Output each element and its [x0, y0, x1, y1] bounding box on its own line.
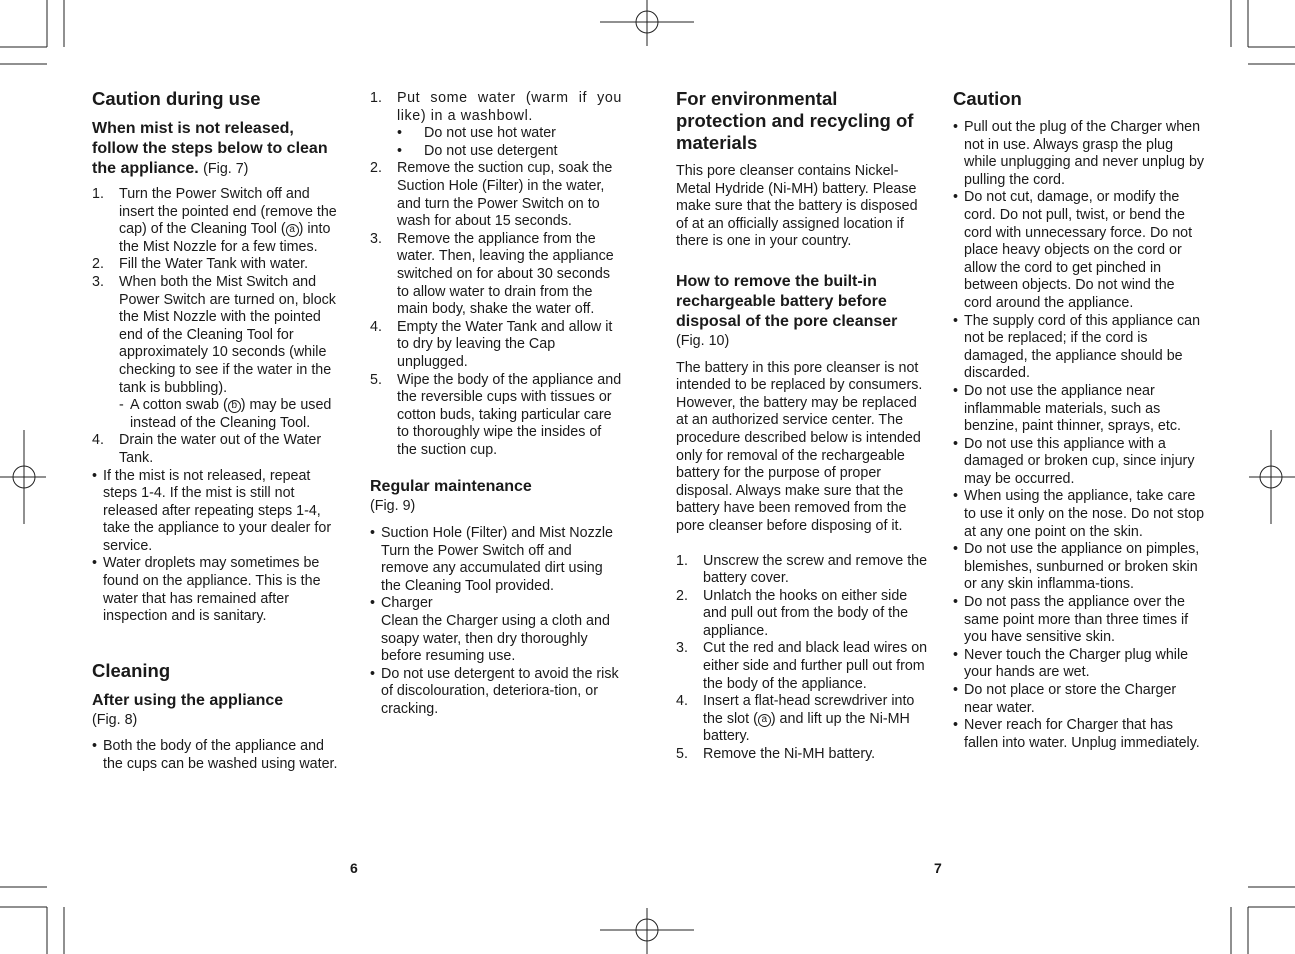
- battery-steps-list: [676, 553, 928, 764]
- mist-notes-list: [92, 468, 344, 626]
- bullet-text: The supply cord of this appliance can not be replaced; if the cord is damaged, the appliance should be discarded.: [964, 312, 1201, 382]
- list-item: [370, 90, 622, 160]
- list-item: [397, 143, 622, 161]
- step-text: Drain the water out of the Water Tank.: [119, 432, 322, 466]
- bullet-glyph: •: [953, 435, 959, 452]
- list-item: [953, 647, 1205, 682]
- bullet-text: Do not pass the appliance over the same point more than three times if you have sensitive skin.: [964, 594, 1189, 646]
- list-item: [953, 189, 1205, 312]
- step-number: 5.: [676, 746, 688, 763]
- step-number: 3.: [676, 640, 688, 657]
- bullet-text: Water droplets may sometimes be found on the appliance. This is the water that has remained after inspection and is sanitary.: [103, 555, 321, 625]
- step-number: 4.: [370, 318, 382, 335]
- bullet-glyph: •: [370, 665, 376, 682]
- fig-ref: (Fig. 10): [676, 332, 730, 349]
- bullet-glyph: •: [953, 382, 959, 399]
- bullet-text: Turn the Power Switch off and remove any accumulated dirt using the Cleaning Tool provided.: [381, 542, 603, 594]
- step-text: Cut the red and black lead wires on either side and further pull out from the body of the appliance.: [703, 640, 928, 692]
- heading-regular-maintenance: Regular maintenance: [370, 478, 532, 496]
- list-item: [370, 372, 622, 460]
- step-number: 1.: [676, 552, 688, 569]
- step-text: Insert a flat-head screwdriver into the slot (: [703, 693, 915, 727]
- column-caution-during-use: [92, 88, 344, 774]
- list-item: [370, 319, 622, 372]
- bullet-text: Do not use the appliance on pimples, blemishes, sunburned or broken skin or any skin inflamma-tions.: [964, 541, 1200, 593]
- bullet-glyph: •: [953, 682, 959, 698]
- dash-glyph: -: [119, 397, 124, 414]
- list-item: [953, 717, 1205, 752]
- bullet-text: Never reach for Charger that has fallen into water. Unplug immediately.: [964, 717, 1200, 751]
- list-item: [397, 125, 622, 143]
- bullet-text: Do not use detergent to avoid the risk of discolouration, deteriora-tion, or cracking.: [381, 665, 619, 717]
- list-item: [953, 541, 1205, 594]
- bullet-glyph: •: [953, 594, 959, 611]
- bullet-glyph: •: [953, 312, 959, 329]
- step-text: Remove the appliance from the water. Then, leaving the appliance switched on for about 30 seconds to allow water to drain from the main body, shake the water off.: [397, 230, 614, 318]
- step-text: Unscrew the screw and remove the battery cover.: [703, 552, 928, 587]
- sub-list: [397, 125, 622, 160]
- heading-remove-battery: How to remove the built-in rechargeable battery before disposal of the pore cleanser: [676, 272, 898, 330]
- step-text: Empty the Water Tank and allow it to dry by leaving the Cap unplugged.: [397, 318, 613, 370]
- heading-environmental: For environmental protection and recycling of materials: [676, 88, 914, 153]
- subheading-mist-not-released: [92, 119, 344, 179]
- step-number: 2.: [370, 160, 382, 177]
- intro-paragraph: This pore cleanser contains Nickel-Metal Hydride (Ni-MH) battery. Please make sure that the battery is disposed of at an officially assigned location if there is one in your country.: [676, 163, 918, 250]
- list-item: [953, 436, 1205, 489]
- bullet-text: If the mist is not released, repeat steps 1-4. If the mist is still not released after repeating steps 1-4, take the appliance to your dealer for service.: [103, 467, 332, 554]
- list-item: [370, 595, 622, 665]
- note-text: A cotton swab (: [130, 397, 228, 414]
- bullet-glyph: •: [397, 125, 403, 142]
- bullet-text: When using the appliance, take care to use it only on the nose. Do not stop at any one point on the skin.: [964, 488, 1205, 540]
- list-item: [953, 119, 1205, 189]
- list-item: [953, 488, 1205, 541]
- list-item: [676, 693, 928, 746]
- battery-paragraph: The battery in this pore cleanser is not intended to be replaced by consumers. However, the battery may be replaced at an authorized service center. The procedure described below is intended only for removal of the rechargeable battery for the purpose of proper disposal. Always make sure that the battery have been removed from the pore cleanser before disposing of it.: [676, 359, 923, 534]
- list-item: [92, 432, 344, 467]
- step-number: 1.: [370, 90, 382, 106]
- circled-letter-a: a: [286, 224, 299, 237]
- page-number-right: 7: [934, 860, 942, 876]
- bullet-glyph: •: [370, 525, 376, 542]
- bullet-text: Do not place or store the Charger near water.: [964, 682, 1177, 716]
- bullet-text: Do not use detergent: [424, 142, 558, 159]
- step-text: Wipe the body of the appliance and the reversible cups with tissues or cotton buds, taking particular care to thoroughly wipe the insides of the suction cup.: [397, 371, 622, 458]
- bullet-glyph: •: [92, 467, 98, 484]
- step-number: 2.: [92, 256, 104, 273]
- step-text: Unlatch the hooks on either side and pull out from the body of the appliance.: [703, 587, 909, 639]
- bullet-title: Charger: [381, 595, 433, 612]
- bullet-glyph: •: [953, 189, 959, 206]
- list-item: [370, 160, 622, 230]
- bullet-text: Pull out the plug of the Charger when not in use. Always grasp the plug while unplugging and never unplug by pulling the cord.: [964, 119, 1205, 188]
- list-item: [676, 746, 928, 764]
- bullet-text: Clean the Charger using a cloth and soapy water, then dry thoroughly before resuming use.: [381, 613, 610, 665]
- list-item: [953, 594, 1205, 647]
- step-text: Remove the suction cup, soak the Suction Hole (Filter) in the water, and turn the Power Switch on to wash for about 15 seconds.: [397, 160, 613, 230]
- list-item: [676, 640, 928, 693]
- bullet-glyph: •: [953, 717, 959, 734]
- step-text: ) and lift up the Ni-MH battery.: [703, 710, 910, 745]
- step-note: [119, 397, 344, 432]
- step-text: ) into the Mist Nozzle for a few times.: [119, 221, 331, 255]
- heading-cleaning: Cleaning: [92, 659, 171, 681]
- list-item: [92, 738, 344, 773]
- column-washing-and-maintenance: [370, 90, 622, 719]
- list-item: [92, 274, 344, 432]
- cleaning-list: [92, 738, 344, 773]
- washing-steps-list: [370, 90, 622, 459]
- bullet-glyph: •: [92, 738, 98, 755]
- step-number: 4.: [92, 432, 104, 449]
- bullet-glyph: •: [92, 555, 98, 572]
- list-item: [92, 555, 344, 625]
- bullet-glyph: •: [953, 488, 959, 505]
- list-item: [92, 256, 344, 274]
- column-environmental-protection: [676, 88, 928, 764]
- step-text: Fill the Water Tank with water.: [119, 256, 309, 273]
- page-number-left: 6: [350, 860, 358, 876]
- bullet-glyph: •: [953, 119, 959, 135]
- heading-caution: Caution: [953, 88, 1022, 109]
- bullet-text: Do not use this appliance with a damaged or broken cup, since injury may be occurred.: [964, 435, 1195, 487]
- bullet-glyph: •: [397, 142, 403, 159]
- list-item: [953, 682, 1205, 717]
- circled-letter-a: a: [758, 714, 771, 727]
- heading-caution-during-use: Caution during use: [92, 88, 261, 109]
- step-number: 2.: [676, 587, 688, 604]
- step-number: 4.: [676, 693, 688, 710]
- step-text: Turn the Power Switch off and insert the pointed end (remove the cap) of the Cleaning Tool (: [119, 186, 337, 238]
- list-item: [92, 468, 344, 556]
- step-number: 3.: [92, 273, 104, 290]
- step-number: 5.: [370, 371, 382, 388]
- mist-steps-list: [92, 186, 344, 468]
- list-item: [676, 553, 928, 588]
- fig-ref: (Fig. 9): [370, 498, 416, 515]
- fig-ref: (Fig. 8): [92, 711, 138, 728]
- circled-letter-b: b: [228, 400, 241, 413]
- list-item: [953, 313, 1205, 383]
- bullet-title: Suction Hole (Filter) and Mist Nozzle: [381, 525, 614, 542]
- step-number: 3.: [370, 230, 382, 247]
- caution-list: [953, 119, 1205, 752]
- bullet-text: Do not use hot water: [424, 125, 556, 142]
- list-item: [370, 666, 622, 719]
- bullet-glyph: •: [953, 541, 959, 558]
- bullet-text: Do not use the appliance near inflammable materials, such as benzine, paint thinner, sprays, etc.: [964, 382, 1181, 435]
- bullet-text: Both the body of the appliance and the cups can be washed using water.: [103, 738, 338, 773]
- bullet-text: Never touch the Charger plug while your hands are wet.: [964, 646, 1189, 681]
- subheading-text: When mist is not released, follow the steps below to clean the appliance.: [92, 120, 328, 177]
- step-text: Put some water (warm if you like) in a washbowl.: [397, 90, 622, 124]
- subheading-after-using: After using the appliance: [92, 691, 284, 709]
- bullet-glyph: •: [953, 646, 959, 663]
- list-item: [953, 383, 1205, 436]
- step-text: When both the Mist Switch and Power Switch are turned on, block the Mist Nozzle with the pointed end of the Cleaning Tool for approximately 10 seconds (while checking to see if the water in the tank is bubbling).: [119, 273, 336, 396]
- list-item: [370, 525, 622, 595]
- list-item: [370, 231, 622, 319]
- bullet-glyph: •: [370, 595, 376, 612]
- list-item: [676, 588, 928, 641]
- list-item: [92, 186, 344, 256]
- bullet-text: Do not cut, damage, or modify the cord. Do not pull, twist, or bend the cord with unnecessary force. Do not place heavy objects on the cord or allow the cord to get pinched in between objects. Do not wind the cord around the appliance.: [964, 189, 1193, 311]
- step-number: 1.: [92, 186, 104, 202]
- column-caution: [953, 88, 1205, 752]
- maintenance-list: [370, 525, 622, 719]
- note-text: ) may be used instead of the Cleaning Tool.: [130, 397, 332, 431]
- fig-ref: (Fig. 7): [203, 161, 249, 177]
- step-text: Remove the Ni-MH battery.: [703, 746, 876, 763]
